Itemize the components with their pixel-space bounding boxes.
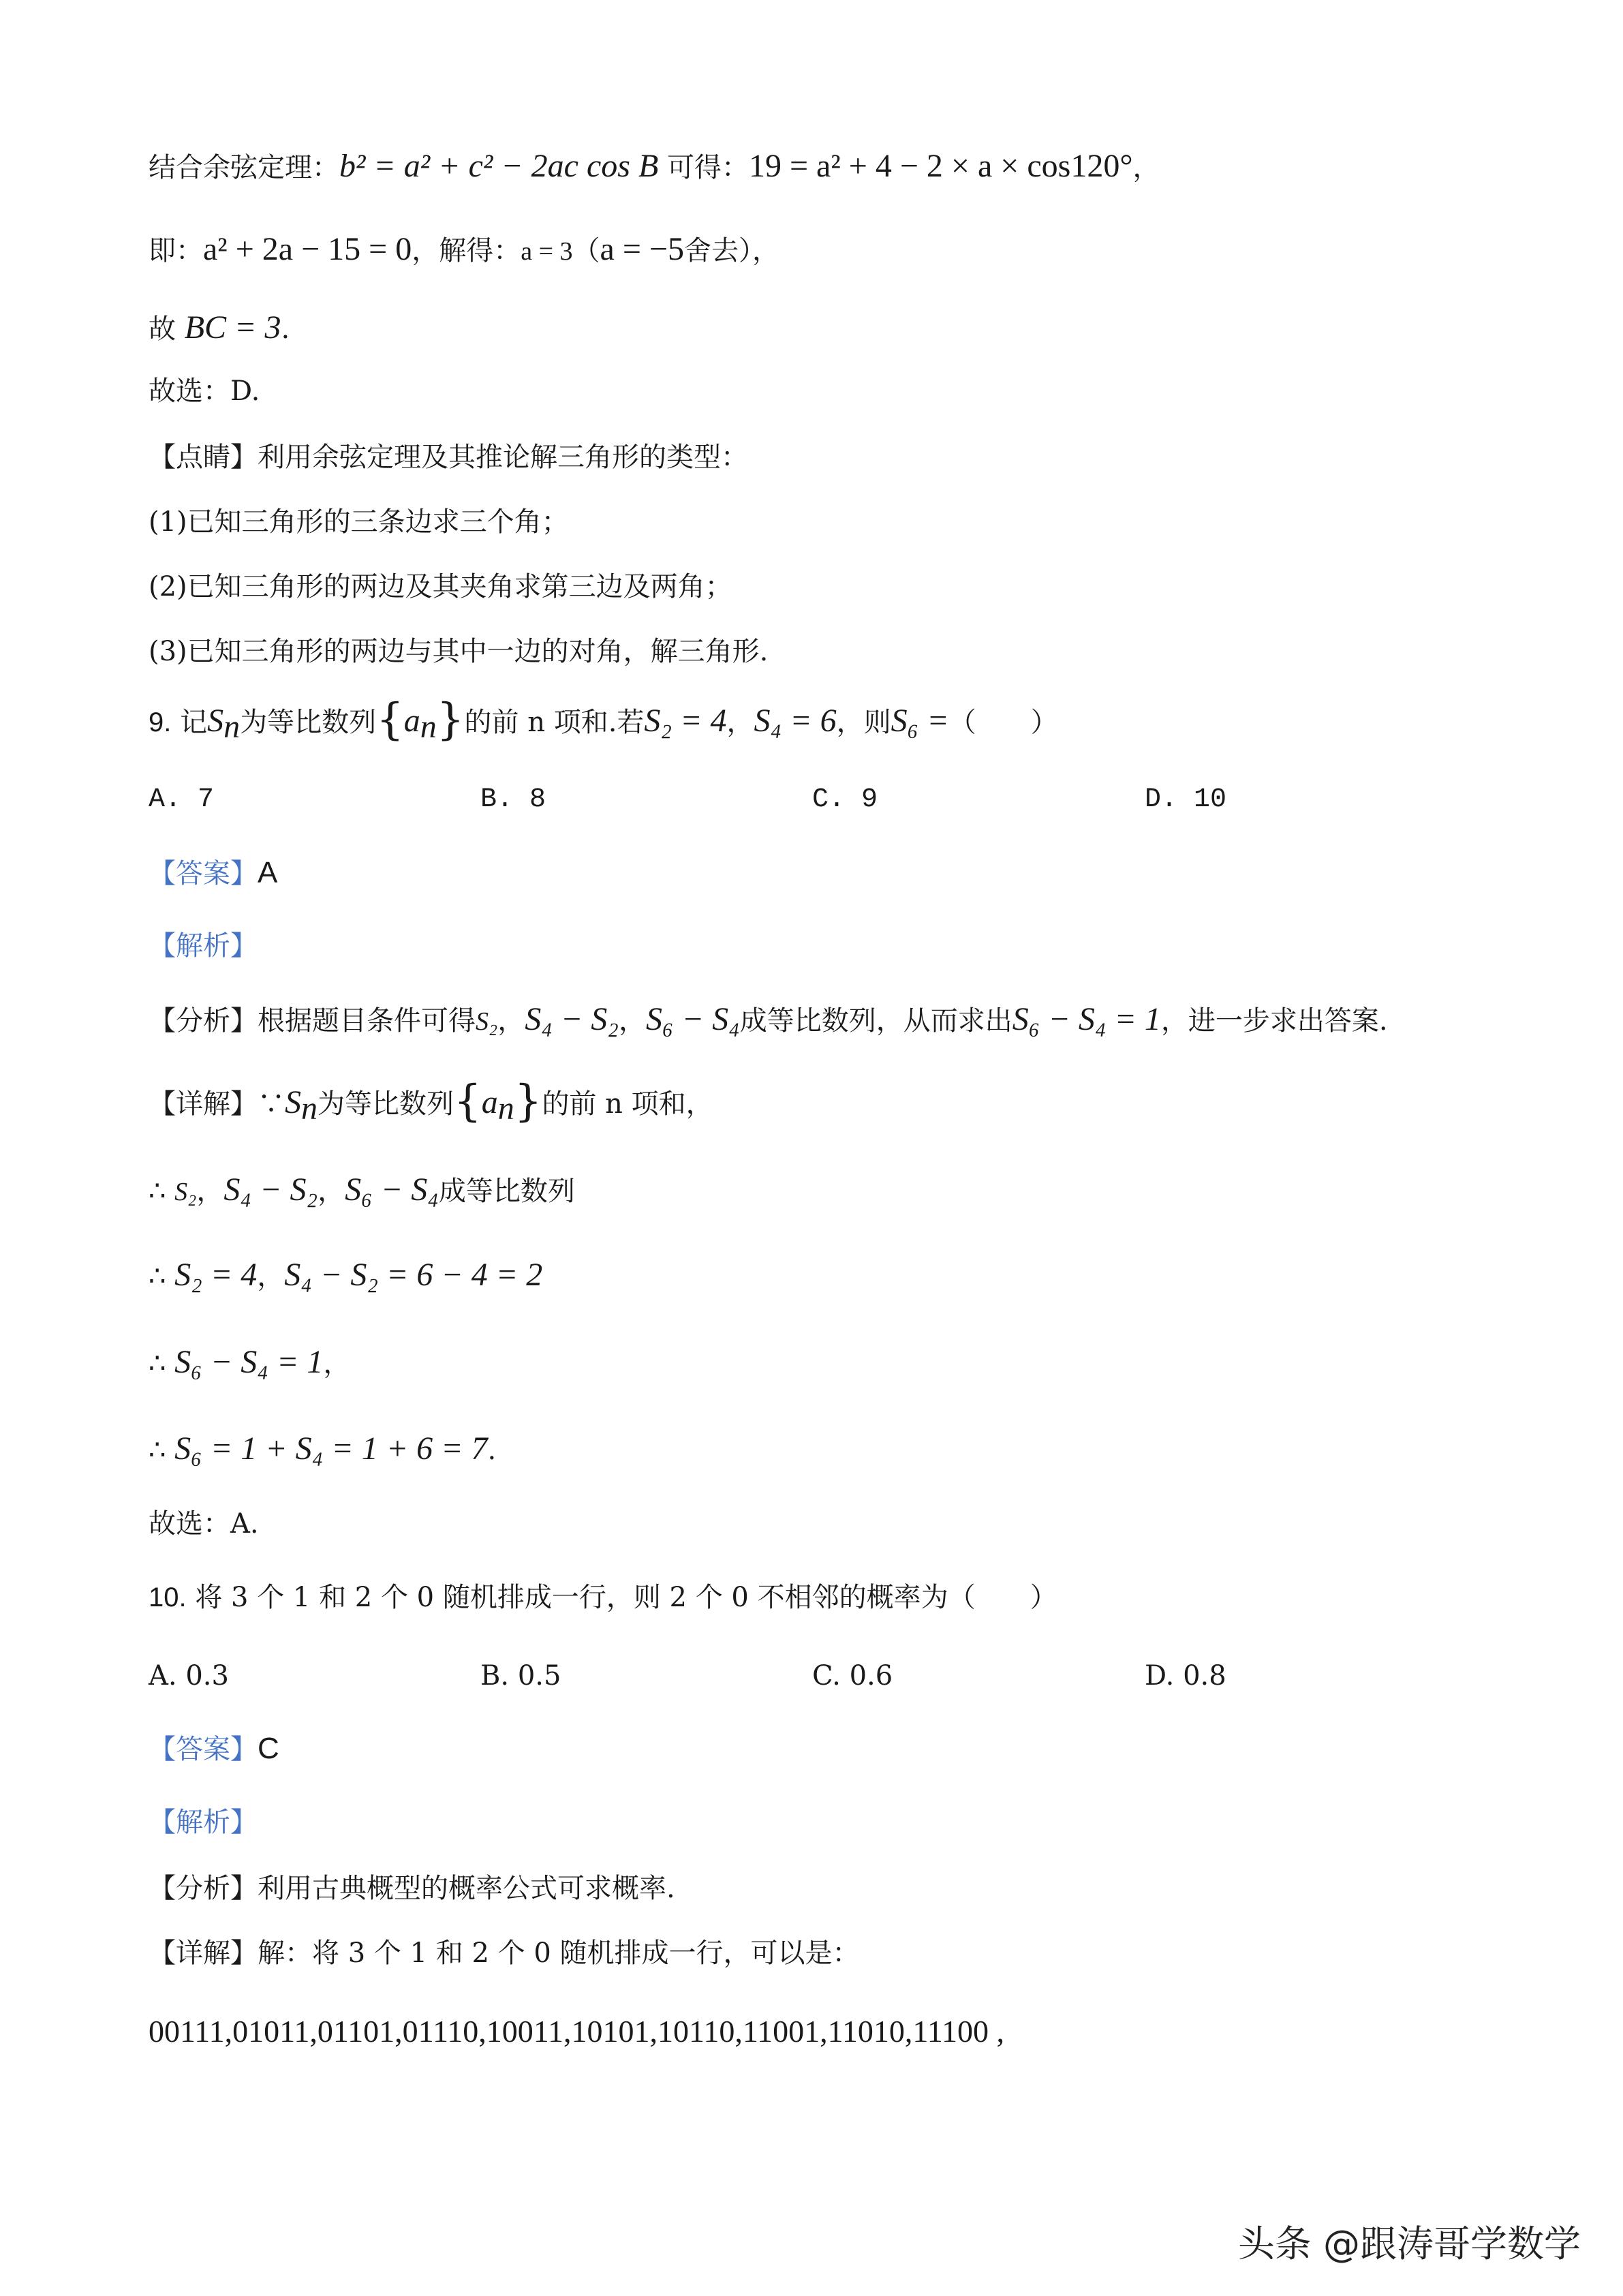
text: ， — [497, 1005, 525, 1037]
right-brace: } — [436, 694, 465, 745]
text: n — [223, 709, 241, 745]
arrangement-list: 00111,01011,01101,01110,10011,10101,10110,11001,11010,11100 , — [149, 2014, 1005, 2049]
question-number: 9. — [149, 707, 172, 737]
q9-choose: 故选：A. — [149, 1508, 259, 1540]
text: 成等比数列 — [438, 1176, 575, 1207]
text: . — [487, 1435, 497, 1466]
text: 【答案】 — [149, 858, 258, 889]
text: ， — [257, 1261, 285, 1292]
text: 【答案】 — [149, 1734, 258, 1765]
question-number: 10. — [149, 1582, 187, 1612]
q9-answer — [149, 855, 277, 891]
q9-analysis-label: 【解析】 — [149, 930, 258, 962]
text: ∴ — [149, 1261, 175, 1292]
text: 的前 n 项和.若 — [464, 707, 645, 738]
q10-fenxi: 【分析】利用古典概型的概率公式可求概率. — [149, 1873, 675, 1904]
text: 的前 n 项和， — [542, 1088, 713, 1120]
quadratic-equation: a² + 2a − 15 = 0 — [203, 231, 412, 267]
text: S₄ − S₂ — [223, 1172, 318, 1208]
text: 为等比数列 — [318, 1088, 454, 1120]
q9-step-1 — [149, 1172, 575, 1210]
text: 【分析】根据题目条件可得 — [149, 1005, 476, 1037]
q10-xiangjie: 【详解】解：将 3 个 1 和 2 个 0 随机排成一行，可以是： — [149, 1938, 860, 1969]
q10-option-d[interactable]: D. 0.8 — [1145, 1660, 1226, 1692]
text: S₂ — [174, 1178, 197, 1206]
q9-step-4 — [149, 1431, 496, 1468]
q9-step-3 — [149, 1345, 350, 1381]
text: ，解得： — [412, 235, 521, 266]
type-3: (3)已知三角形的两边与其中一边的对角，解三角形. — [149, 636, 769, 667]
text: ∴ — [149, 1435, 175, 1466]
solution: a = 3 — [521, 237, 573, 266]
text: S₆ = 1 + S₄ = 1 + 6 = 7 — [174, 1430, 488, 1467]
text: S₄ − S₂ = 6 − 4 = 2 — [284, 1257, 543, 1293]
q10-option-b[interactable]: B. 0.5 — [480, 1660, 561, 1692]
answer-value: A — [258, 856, 278, 889]
text: a — [481, 1084, 498, 1120]
q9-xiangjie — [149, 1076, 713, 1127]
answer-value: C — [258, 1732, 279, 1765]
text: n — [420, 709, 437, 745]
watermark: 头条 @跟涛哥学数学 — [1237, 2222, 1581, 2265]
cosine-law-line — [149, 149, 1160, 185]
text: S₂ = 4 — [174, 1257, 258, 1293]
text: （ ） — [948, 707, 1058, 738]
text: n — [301, 1090, 318, 1127]
text: 成等比数列，从而求出 — [739, 1005, 1013, 1037]
substituted-formula: 19 = a² + 4 − 2 × a × cos120° — [748, 148, 1133, 184]
cosine-law-formula: b² = a² + c² − 2ac cos B — [339, 148, 659, 184]
text: S₂ = 4 — [644, 703, 727, 739]
text: 舍去）， — [683, 235, 779, 266]
text: S₆ = — [891, 703, 949, 739]
text: ，进一步求出答案. — [1160, 1005, 1388, 1037]
text: 【详解】∵ — [149, 1088, 285, 1120]
question-10 — [149, 1580, 1057, 1615]
q9-option-c[interactable]: C. 9 — [812, 784, 878, 815]
text: . — [281, 313, 290, 345]
text: ， — [726, 707, 754, 738]
text: ， — [323, 1348, 351, 1379]
q9-step-2 — [149, 1257, 542, 1294]
text: S₆ − S₄ = 1 — [174, 1344, 324, 1380]
text: ， — [196, 1176, 224, 1207]
text: 记 — [180, 707, 208, 738]
text: S₆ − S₄ — [345, 1172, 439, 1208]
text: S₄ − S₂ — [525, 1001, 619, 1037]
q9-fenxi — [149, 1002, 1388, 1039]
dianjing: 【点睛】利用余弦定理及其推论解三角形的类型： — [149, 442, 748, 473]
q10-option-c[interactable]: C. 0.6 — [812, 1660, 893, 1692]
text: 结合余弦定理： — [149, 152, 339, 183]
question-9 — [149, 694, 1058, 745]
text: 故 — [149, 313, 185, 345]
text: S₆ − S₄ — [645, 1001, 740, 1037]
text: a — [403, 703, 420, 739]
text: 将 3 个 1 和 2 个 0 随机排成一行，则 2 个 0 不相邻的概率为（ ） — [195, 1582, 1057, 1613]
text: S₄ = 6 — [754, 703, 837, 739]
q10-answer — [149, 1731, 279, 1767]
text: S — [285, 1084, 301, 1120]
q9-option-a[interactable]: A. 7 — [149, 784, 215, 815]
text: ∴ — [149, 1176, 175, 1207]
q9-option-d[interactable]: D. 10 — [1145, 784, 1227, 815]
text: ， — [318, 1176, 345, 1207]
text: 可得： — [666, 152, 749, 183]
right-brace: } — [514, 1076, 542, 1127]
text: 为等比数列 — [240, 707, 377, 738]
left-brace: { — [376, 694, 404, 745]
text: ∴ — [149, 1348, 175, 1379]
text: ，则 — [836, 707, 891, 738]
choose-d: 故选：D. — [149, 376, 260, 407]
text: （ — [572, 235, 600, 266]
text: ， — [1132, 152, 1160, 183]
bc-result-line — [149, 310, 290, 347]
q9-option-b[interactable]: B. 8 — [480, 784, 546, 815]
text: 即： — [149, 235, 203, 266]
quadratic-line — [149, 232, 779, 269]
type-2: (2)已知三角形的两边及其夹角求第三边及两角； — [149, 571, 732, 602]
q10-analysis-label: 【解析】 — [149, 1807, 258, 1838]
left-brace: { — [454, 1076, 482, 1127]
text: S₂ — [476, 1007, 498, 1036]
text: n — [497, 1090, 514, 1127]
bc-result: BC = 3 — [184, 309, 281, 346]
text: S — [207, 703, 224, 739]
text: S₆ − S₄ = 1 — [1012, 1001, 1161, 1037]
rejected-solution: a = −5 — [600, 231, 684, 267]
q10-option-a[interactable]: A. 0.3 — [149, 1660, 229, 1692]
type-1: (1)已知三角形的三条边求三个角； — [149, 506, 569, 538]
text: ， — [618, 1005, 646, 1037]
